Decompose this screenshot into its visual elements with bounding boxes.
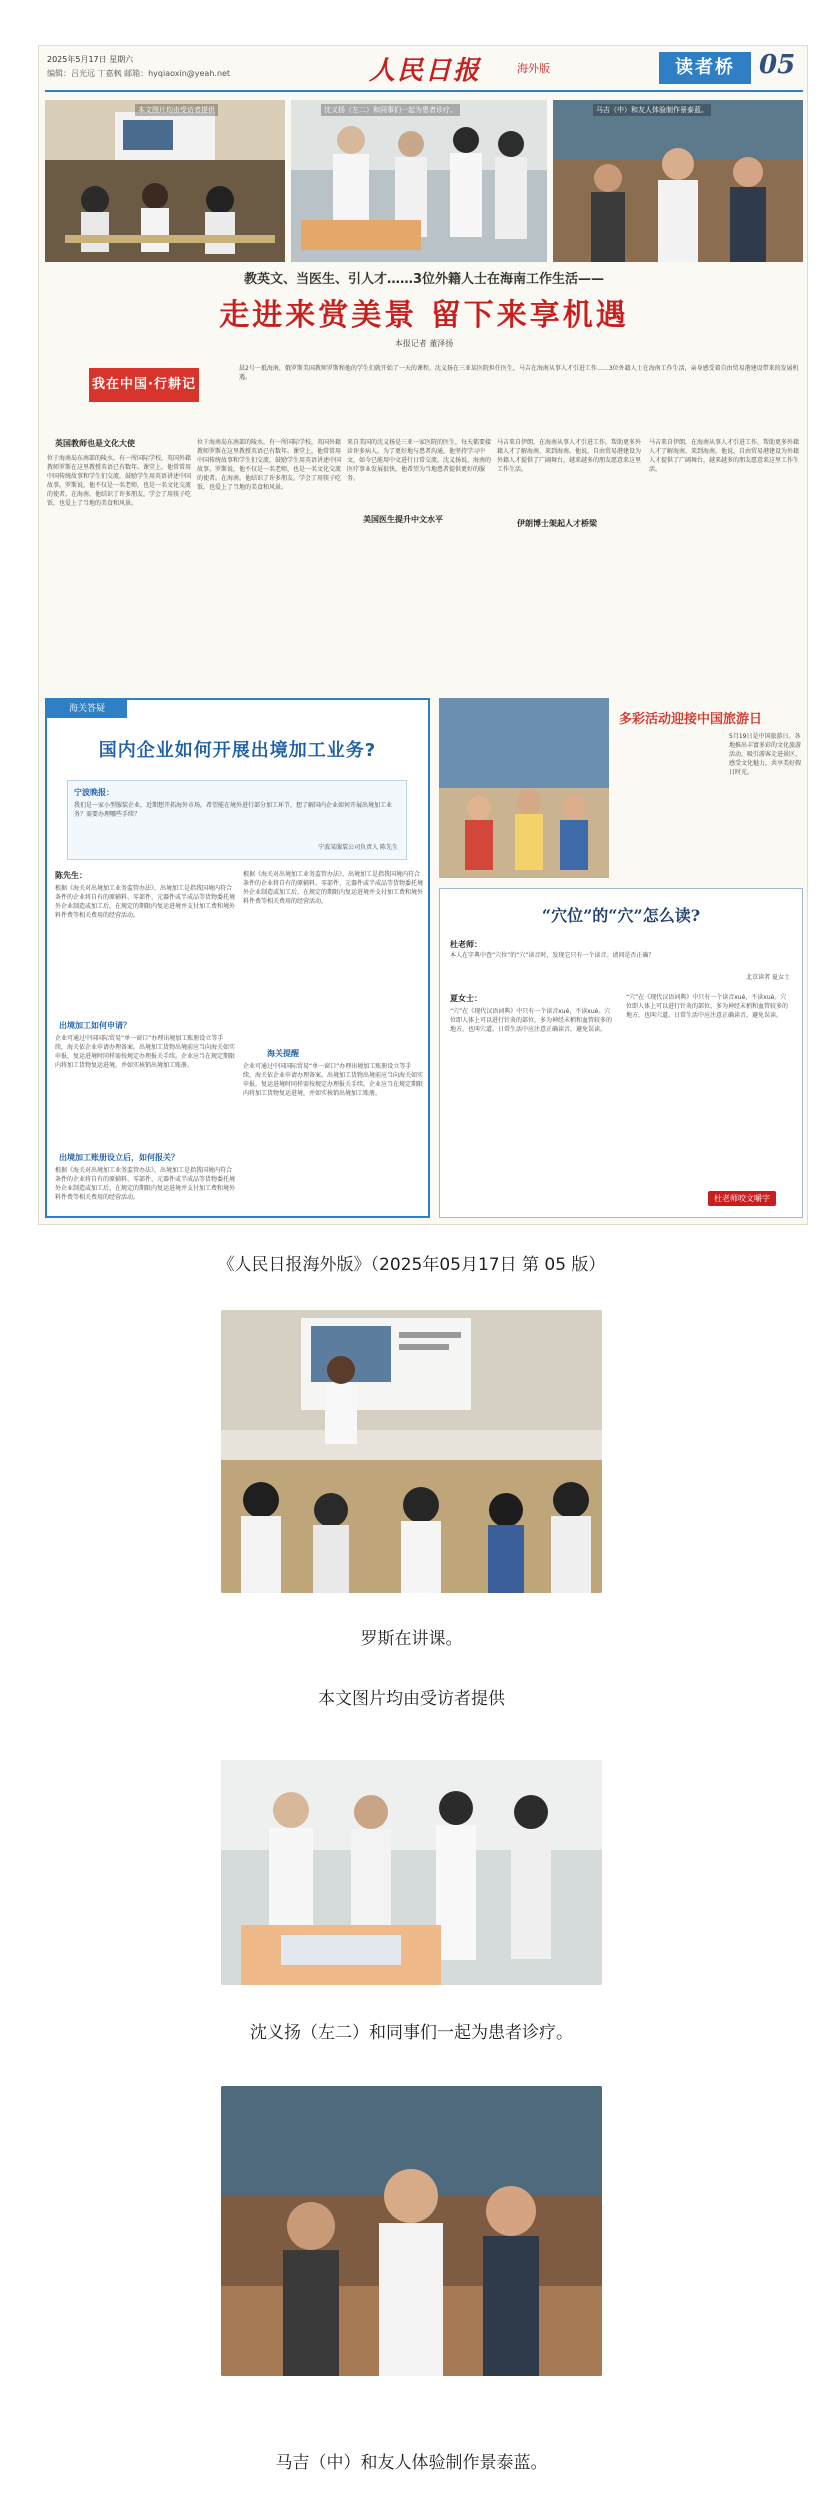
section-text-1: 位于海南岛东南部的陵水，有一所国际学校，英国外籍教师罗斯在这里教授英语已有数年。课堂上，他常常用中国传统故事和学生们交流，鼓励学生用英语讲述中国故事。罗斯说，他不仅是一名老师，也是一名文化交流的使者。在海南，他结识了许多朋友，学会了用筷子吃饭，也爱上了当地的美食和风景。 xyxy=(47,455,192,507)
word-question: 本人在字典中查“穴位”的“穴”读音时，发现它只有一个读音。请问是否正确？ xyxy=(450,952,655,959)
section-text-3: 马吉来自伊朗，在海南从事人才引进工作，帮助更多外籍人才了解海南、来到海南。他说，自由贸易港建设为外籍人才提供了广阔舞台，越来越多的朋友愿意来这里工作生活。 xyxy=(497,439,642,473)
caption-credit: 本文图片均由受访者提供 xyxy=(318,1689,505,1709)
headline-kicker: 教英文、当医生、引人才……3位外籍人士在海南工作生活—— xyxy=(243,272,605,287)
word-answer-2: “穴”在《现代汉语词典》中只有一个读音xué，不读xuè。穴位即人体上可以进行针灸的部位，多为神经末梢和血管较多的地方，也叫穴道。日常生活中应注意正确读音，避免误读。 xyxy=(626,994,789,1019)
customs-qa-title: 国内企业如何开展出境加工业务? xyxy=(98,740,377,761)
masthead xyxy=(39,46,808,96)
question-from: 宁波晚报： xyxy=(74,788,114,797)
caption-doctors: 沈义扬（左二）和同事们一起为患者诊疗。 xyxy=(250,2023,573,2043)
word-usage-box xyxy=(439,888,803,1218)
newspaper-logo: 人民日报 xyxy=(369,56,482,86)
photo-doctors xyxy=(221,1760,602,1985)
section-text-2: 来自美国的沈义扬是三亚一家医院的医生，每天都要接诊许多病人。为了更好地与患者沟通，他坚持学习中文，如今已能用中文进行日常交流。沈义扬说，海南的医疗事业发展很快，他希望为当地患者提供更好的服务。 xyxy=(347,439,492,482)
word-answer: “穴”在《现代汉语词典》中只有一个读音xué，不读xuè。穴位即人体上可以进行针灸的部位，多为神经末梢和血管较多的地方，也叫穴道。日常生活中应注意正确读音，避免误读。 xyxy=(450,1008,613,1033)
tourism-text: 5月19日是中国旅游日。各地推出丰富多彩的文化旅游活动，吸引游客走进景区、感受文化魅力，共享美好假日时光。 xyxy=(729,733,801,776)
caption-ross: 罗斯在讲课。 xyxy=(360,1629,463,1649)
box1-section-3-text: 根据《海关对出境加工业务监管办法》，出境加工是指我国境内符合条件的企业将自有的原辅料、零部件、元器件或半成品等货物委托境外企业制造或加工后，在规定的期限内复运进境并支付加工费和境外料件费等相关费用的经营活动。 xyxy=(55,1167,235,1201)
section-text-3b: 马吉来自伊朗，在海南从事人才引进工作，帮助更多外籍人才了解海南、来到海南。他说，自由贸易港建设为外籍人才提供了广阔舞台，越来越多的朋友愿意来这里工作生活。 xyxy=(649,439,799,473)
answer-text: 根据《海关对出境加工业务监管办法》，出境加工是指我国境内符合条件的企业将自有的原辅料、零部件、元器件或半成品等货物委托境外企业制造或加工后，在规定的期限内复运进境并支付加工费和境外料件费等相关费用的经营活动。 xyxy=(55,885,235,919)
newspaper-logo-sub: 海外版 xyxy=(517,62,550,75)
photo-doctors-small xyxy=(291,100,547,262)
section-name: 读者桥 xyxy=(659,52,751,84)
newspaper-page xyxy=(38,45,808,1225)
photo-caption-2: 沈义扬（左二）和同事们一起为患者诊疗。 xyxy=(321,104,460,116)
word-usage-title: “穴位”的“穴”怎么读? xyxy=(541,906,701,925)
masthead-date: 2025年5月17日 星期六 xyxy=(47,55,134,64)
tourism-photo xyxy=(439,698,609,878)
word-question-sign: 北京读者 夏女士 xyxy=(746,974,790,981)
photo-ross-lecture xyxy=(221,1310,602,1593)
caption-friends: 马吉（中）和友人体验制作景泰蓝。 xyxy=(275,2453,548,2473)
customs-qa-question xyxy=(67,780,407,860)
section-text-1b: 位于海南岛东南部的陵水，有一所国际学校，英国外籍教师罗斯在这里教授英语已有数年。课堂上，他常常用中国传统故事和学生们交流，鼓励学生用英语讲述中国故事。罗斯说，他不仅是一名老师，也是一名文化交流的使者。在海南，他结识了许多朋友，学会了用筷子吃饭，也爱上了当地的美食和风景。 xyxy=(197,439,342,491)
tourism-day-box xyxy=(439,698,803,883)
masthead-rule xyxy=(45,90,803,92)
box1-section-2-text: 企业可通过中国国际贸易“单一窗口”办理出境加工账册设立等手续，海关依企业申请办理备案。出境加工货物出境前应当向海关如实申报，复运进境时同样需按规定办理报关手续。企业应当在规定期限内将加工货物复运进境，并如实核销出境加工账册。 xyxy=(243,1063,423,1097)
box1-section-2: 海关提醒 xyxy=(267,1049,299,1058)
issue-line: 《人民日报海外版》（2025年05月17日 第 05 版） xyxy=(217,1255,606,1275)
question-sign: 宁波某服装公司负责人 陈先生 xyxy=(318,844,398,851)
question-text: 我们是一家小型服装企业，近期想开拓海外市场，希望能在境外进行部分加工环节，想了解国内企业如何开展出境加工业务？需要办理哪些手续？ xyxy=(74,802,393,818)
answer-from: 陈先生： xyxy=(55,871,87,880)
masthead-editors: 编辑：吕光远 丁嘉枫 邮箱：hyqiaoxin@yeah.net xyxy=(47,69,231,78)
word-question-from: 杜老师： xyxy=(450,940,482,949)
box1-section-1: 出境加工如何申请？ xyxy=(59,1021,131,1030)
lead-paragraph: 晨2号一抵海南，俄罗斯美国教师罗斯和他的学生们就开始了一天的课程。沈义扬在三亚某医院担任医生，马吉在海南从事人才引进工作……3位外籍人士在海南工作生活，亲身感受着自由贸易港建设带来的发展机遇。 xyxy=(239,365,799,381)
headline: 走进来赏美景 留下来享机遇 xyxy=(219,298,629,333)
answer-text-2: 根据《海关对出境加工业务监管办法》，出境加工是指我国境内符合条件的企业将自有的原辅料、零部件、元器件或半成品等货物委托境外企业制造或加工后，在规定的期限内复运进境并支付加工费和境外料件费等相关费用的经营活动。 xyxy=(243,871,423,905)
box1-section-3: 出境加工账册设立后，如何报关？ xyxy=(59,1153,179,1162)
photo-caption-1: 本文图片均由受访者提供 xyxy=(135,104,218,116)
section-heading-1: 英国教师也是文化大使 xyxy=(55,439,135,448)
customs-qa-tag: 海关答疑 xyxy=(47,700,127,718)
word-answer-from: 夏女士： xyxy=(450,994,482,1003)
customs-qa-box xyxy=(45,698,430,1218)
byline: 本报记者 董泽扬 xyxy=(394,339,454,348)
photo-friends xyxy=(221,2086,602,2376)
section-heading-2: 美国医生提升中文水平 xyxy=(363,515,443,524)
word-usage-stamp: 杜老师咬文嚼字 xyxy=(708,1191,776,1206)
photo-friends-small xyxy=(553,100,803,262)
section-heading-3: 伊朗博士架起人才桥梁 xyxy=(517,519,597,528)
box1-section-1-text: 企业可通过中国国际贸易“单一窗口”办理出境加工账册设立等手续，海关依企业申请办理备案。出境加工货物出境前应当向海关如实申报，复运进境时同样需按规定办理报关手续。企业应当在规定期限内将加工货物复运进境，并如实核销出境加工账册。 xyxy=(55,1035,235,1069)
photo-classroom-small xyxy=(45,100,285,262)
photo-caption-3: 马吉（中）和友人体验制作景泰蓝。 xyxy=(593,104,711,116)
column-badge: 我在中国·行耕记 xyxy=(89,368,199,402)
tourism-title: 多彩活动迎接中国旅游日 xyxy=(619,712,763,727)
page-number: 05 xyxy=(759,50,796,80)
